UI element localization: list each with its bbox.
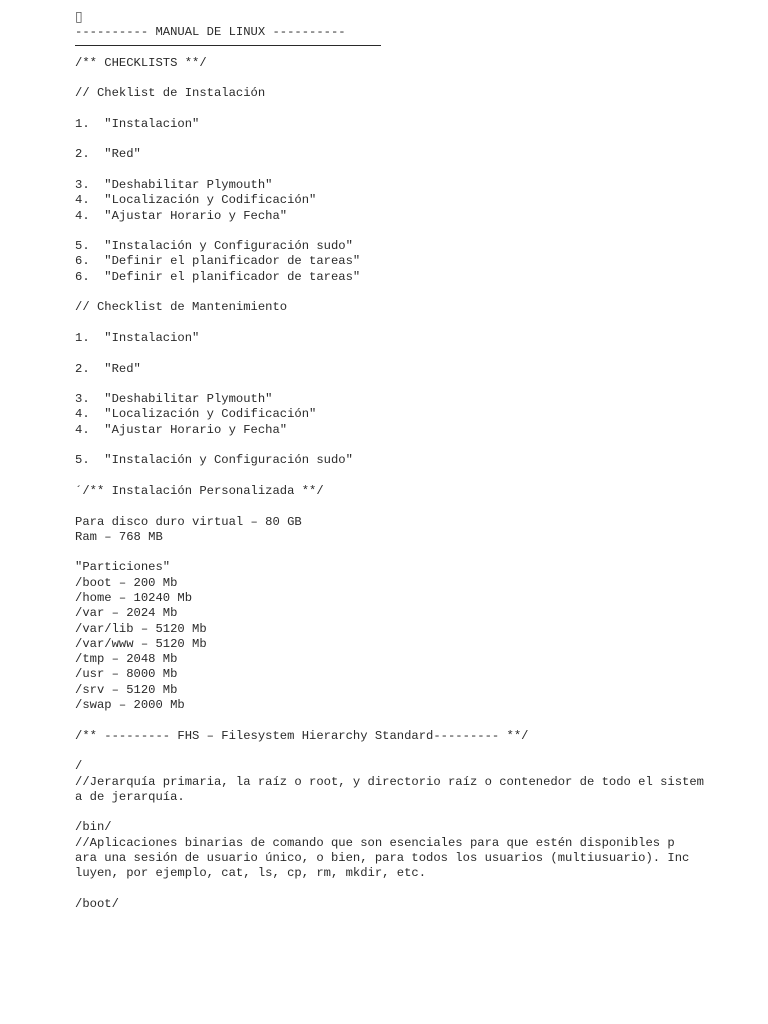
text-line: /** --------- FHS – Filesystem Hierarchy Standard--------- **/ (75, 728, 529, 743)
blank-line (75, 744, 755, 759)
text-line: "Particiones" (75, 560, 171, 575)
text-line: /boot/ (75, 896, 119, 911)
text-line: Para disco duro virtual – 80 GB (75, 514, 302, 529)
text-line: 4. "Ajustar Horario y Fecha" (75, 208, 288, 223)
blank-line (75, 882, 755, 897)
text-line: / (75, 759, 83, 774)
document-body (75, 56, 755, 913)
blank-line (75, 499, 755, 514)
blank-line (75, 101, 755, 116)
blank-line (75, 377, 755, 392)
text-line: /srv – 5120 Mb (75, 682, 178, 697)
text-line: 4. "Ajustar Horario y Fecha" (75, 422, 288, 437)
text-line: /boot – 200 Mb (75, 575, 178, 590)
blank-line (75, 713, 755, 728)
text-line: Ram – 768 MB (75, 529, 163, 544)
text-line: 5. "Instalación y Configuración sudo" (75, 239, 353, 254)
text-line: //Aplicaciones binarias de comando que son esenciales para que estén disponibles p (75, 835, 675, 850)
text-line: ara una sesión de usuario único, o bien, para todos los usuarios (multiusuario). Inc (75, 851, 690, 866)
text-line: /tmp – 2048 Mb (75, 652, 178, 667)
text-line: 2. "Red" (75, 361, 141, 376)
blank-line (75, 469, 755, 484)
text-line: 1. "Instalacion" (75, 116, 200, 131)
blank-line (75, 285, 755, 300)
text-line: a de jerarquía. (75, 789, 185, 804)
text-line: /swap – 2000 Mb (75, 698, 185, 713)
text-line: 3. "Deshabilitar Plymouth" (75, 177, 273, 192)
text-line: /var – 2024 Mb (75, 606, 178, 621)
blank-line (75, 438, 755, 453)
blank-line (75, 224, 755, 239)
text-line: 4. "Localización y Codificación" (75, 407, 317, 422)
document-page (75, 10, 755, 912)
text-line: /var/www – 5120 Mb (75, 636, 207, 651)
text-line: /bin/ (75, 820, 112, 835)
text-line: 4. "Localización y Codificación" (75, 193, 317, 208)
blank-line (75, 132, 755, 147)
text-line: 3. "Deshabilitar Plymouth" (75, 392, 273, 407)
text-line: /usr – 8000 Mb (75, 667, 178, 682)
text-line: luyen, por ejemplo, cat, ls, cp, rm, mkdir, etc. (75, 866, 427, 881)
text-line: 2. "Red" (75, 147, 141, 162)
blank-line (75, 316, 755, 331)
blank-line (75, 545, 755, 560)
blank-line (75, 163, 755, 178)
text-line: /** CHECKLISTS **/ (75, 55, 207, 70)
text-line: /home – 10240 Mb (75, 590, 193, 605)
blank-line (75, 71, 755, 86)
text-line: ´/** Instalación Personalizada **/ (75, 483, 324, 498)
missing-glyph-icon: ▯ (75, 9, 83, 25)
text-line: 6. "Definir el planificador de tareas" (75, 269, 361, 284)
blank-line (75, 346, 755, 361)
text-line: // Checklist de Mantenimiento (75, 300, 288, 315)
document-title: ---------- MANUAL DE LINUX ---------- (75, 25, 346, 40)
text-line: // Cheklist de Instalación (75, 86, 266, 101)
text-line: //Jerarquía primaria, la raíz o root, y directorio raíz o contenedor de todo el sistem (75, 774, 704, 789)
text-line: 5. "Instalación y Configuración sudo" (75, 453, 353, 468)
text-line: 1. "Instalacion" (75, 330, 200, 345)
text-line: 6. "Definir el planificador de tareas" (75, 254, 361, 269)
title-divider (75, 45, 381, 46)
text-line: /var/lib – 5120 Mb (75, 621, 207, 636)
blank-line (75, 805, 755, 820)
